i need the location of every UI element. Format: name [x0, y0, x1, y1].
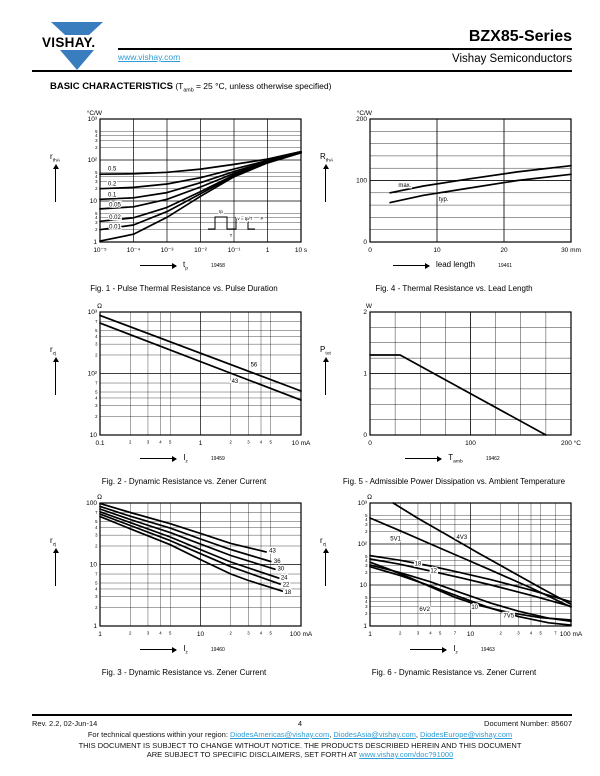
- svg-text:7: 7: [453, 630, 457, 636]
- vishay-wordmark: VISHAY.: [42, 35, 96, 50]
- svg-text:3: 3: [95, 594, 98, 600]
- svg-text:4: 4: [95, 132, 98, 138]
- svg-text:4: 4: [365, 598, 368, 604]
- svg-text:3: 3: [416, 630, 420, 636]
- svg-text:2: 2: [95, 227, 98, 233]
- svg-text:2: 2: [229, 439, 232, 445]
- section-condition-rest: = 25 °C, unless otherwise specified): [193, 81, 332, 91]
- svg-text:5V1: 5V1: [390, 536, 401, 543]
- figure-caption: Fig. 6 - Dynamic Resistance vs. Zener Current: [371, 668, 537, 677]
- svg-text:4: 4: [259, 439, 263, 445]
- svg-text:10³: 10³: [357, 500, 367, 508]
- svg-text:18: 18: [414, 561, 422, 568]
- svg-text:0.01: 0.01: [109, 224, 121, 231]
- svg-text:5: 5: [95, 580, 98, 586]
- svg-text:7: 7: [95, 510, 98, 516]
- svg-text:7: 7: [95, 571, 98, 577]
- svg-text:1: 1: [93, 623, 97, 631]
- svg-text:0.1: 0.1: [107, 192, 117, 199]
- svg-text:43: 43: [231, 378, 239, 385]
- fig1-chart: [68, 106, 313, 258]
- svg-text:43: 43: [269, 548, 276, 555]
- vishay-triangle-bottom-icon: [60, 50, 94, 70]
- figure-5: [320, 299, 588, 497]
- svg-text:5: 5: [439, 630, 442, 636]
- svg-text:6V2: 6V2: [419, 606, 431, 613]
- fig6-chart: [338, 490, 583, 642]
- graph-id: 19458: [211, 262, 225, 269]
- svg-text:max.: max.: [398, 182, 412, 189]
- svg-text:5: 5: [269, 630, 272, 636]
- svg-text:10: 10: [196, 631, 205, 638]
- svg-text:10: 10: [89, 561, 97, 569]
- svg-text:5: 5: [169, 439, 172, 445]
- svg-text:30: 30: [277, 566, 285, 573]
- x-axis-row: [350, 644, 555, 656]
- svg-text:0: 0: [363, 239, 367, 247]
- svg-text:30 mm: 30 mm: [561, 247, 581, 254]
- disclaimer-text: ARE SUBJECT TO SPECIFIC DISCLAIMERS, SET FORTH AT: [146, 750, 358, 759]
- svg-text:2: 2: [365, 570, 368, 576]
- svg-text:100: 100: [356, 177, 367, 185]
- svg-text:2: 2: [365, 529, 368, 535]
- vishay-triangle-top-icon: [51, 22, 103, 35]
- svg-text:3: 3: [95, 341, 98, 347]
- y-axis-symbol: $r_{zj}$: [320, 536, 327, 548]
- x-axis-arrow-icon: [140, 649, 176, 650]
- x-axis-arrow-icon: [393, 265, 429, 266]
- revision-text: Rev. 2.2, 02-Jun-14: [32, 719, 98, 728]
- svg-text:7V5: 7V5: [503, 613, 515, 620]
- svg-text:18: 18: [284, 589, 292, 596]
- x-axis-symbol: $I_z$: [453, 644, 458, 656]
- svg-text:3: 3: [95, 532, 98, 538]
- svg-text:10⁻⁴: 10⁻⁴: [126, 247, 141, 254]
- figure-4: [320, 106, 588, 304]
- x-axis-arrow-icon: [410, 649, 446, 650]
- svg-text:1: 1: [363, 370, 367, 378]
- figure-caption: Fig. 2 - Dynamic Resistance vs. Zener Current: [101, 477, 267, 486]
- section-condition-pre: (T: [172, 81, 184, 91]
- svg-text:3: 3: [517, 630, 520, 636]
- x-axis-arrow-icon: [405, 458, 441, 459]
- svg-text:4: 4: [95, 395, 98, 401]
- page-title: BZX85-Series: [468, 28, 572, 45]
- svg-text:7: 7: [554, 630, 557, 636]
- svg-text:10³: 10³: [87, 309, 97, 317]
- svg-text:4: 4: [259, 630, 263, 636]
- svg-text:100 mA: 100 mA: [559, 631, 583, 638]
- svg-text:2: 2: [399, 630, 402, 636]
- disclaimer-line-2: [0, 750, 600, 759]
- svg-text:10²: 10²: [357, 541, 367, 549]
- svg-text:10: 10: [471, 605, 479, 612]
- svg-text:3: 3: [365, 603, 368, 609]
- svg-text:4: 4: [365, 516, 368, 522]
- svg-text:100: 100: [465, 440, 476, 447]
- y-axis-symbol: $P_{tot}$: [320, 345, 331, 357]
- section-title: BASIC CHARACTERISTICS: [50, 81, 173, 92]
- svg-text:3: 3: [365, 562, 368, 568]
- svg-text:10: 10: [359, 582, 367, 590]
- svg-text:3: 3: [95, 403, 98, 409]
- header-rule-bottom: [32, 70, 572, 72]
- y-axis-symbol: $R_{thA}$: [320, 152, 334, 164]
- svg-text:3: 3: [146, 630, 150, 636]
- svg-text:10³: 10³: [87, 116, 97, 124]
- svg-text:4: 4: [95, 333, 98, 339]
- contact-line: [0, 730, 600, 739]
- svg-text:2: 2: [95, 186, 98, 192]
- svg-text:4: 4: [95, 173, 98, 179]
- svg-text:100 mA: 100 mA: [289, 631, 313, 638]
- svg-text:10: 10: [89, 198, 97, 206]
- svg-text:200: 200: [356, 116, 367, 124]
- svg-text:10: 10: [466, 631, 475, 638]
- svg-text:20: 20: [500, 247, 508, 254]
- svg-text:10²: 10²: [87, 370, 97, 378]
- division-title: Vishay Semiconductors: [452, 53, 572, 65]
- svg-text:10⁻³: 10⁻³: [160, 247, 174, 254]
- svg-text:5: 5: [169, 630, 172, 636]
- svg-text:0.1: 0.1: [95, 440, 105, 447]
- svg-text:Ω: Ω: [367, 494, 372, 501]
- svg-text:4: 4: [159, 439, 162, 445]
- graph-id: 19460: [210, 646, 225, 653]
- svg-text:5: 5: [95, 328, 98, 334]
- svg-text:4: 4: [529, 630, 533, 636]
- svg-text:2: 2: [129, 630, 132, 636]
- svg-text:0.02: 0.02: [109, 214, 121, 221]
- svg-text:22: 22: [282, 582, 290, 589]
- figure-caption: Fig. 1 - Pulse Thermal Resistance vs. Pulse Duration: [90, 284, 278, 293]
- svg-text:4: 4: [95, 586, 98, 592]
- svg-text:W: W: [365, 303, 372, 310]
- graph-id: 19461: [498, 262, 513, 269]
- svg-text:Ω: Ω: [97, 494, 102, 501]
- svg-text:1: 1: [198, 440, 203, 447]
- svg-text:10⁻²: 10⁻²: [194, 247, 207, 254]
- svg-text:P: P: [260, 216, 264, 221]
- svg-text:5: 5: [365, 553, 368, 559]
- svg-text:2: 2: [95, 352, 98, 358]
- y-axis-arrow-icon: [55, 552, 56, 586]
- svg-text:5: 5: [269, 439, 272, 445]
- x-axis-symbol: $T_{amb}$: [448, 453, 463, 465]
- svg-text:10²: 10²: [87, 157, 97, 165]
- svg-text:2: 2: [95, 413, 98, 419]
- disclaimer-link[interactable]: www.vishay.com/doc?91000: [359, 750, 454, 759]
- svg-text:2: 2: [365, 611, 368, 617]
- svg-text:3: 3: [146, 439, 150, 445]
- svg-text:2: 2: [363, 309, 367, 317]
- svg-text:7: 7: [95, 319, 98, 325]
- x-axis-symbol: lead length: [435, 260, 476, 269]
- svg-text:0.2: 0.2: [107, 181, 117, 188]
- y-axis-arrow-icon: [325, 552, 326, 586]
- svg-text:3: 3: [365, 521, 368, 527]
- x-axis-symbol: $t_p$: [183, 260, 189, 272]
- svg-text:10: 10: [89, 432, 97, 440]
- svg-text:°C/W: °C/W: [86, 110, 102, 117]
- section-heading: [50, 81, 331, 94]
- x-axis-row: [350, 453, 555, 465]
- svg-text:tp: tp: [219, 209, 223, 214]
- svg-text:200 °C: 200 °C: [561, 440, 581, 447]
- svg-text:10 mA: 10 mA: [291, 440, 311, 447]
- svg-text:0: 0: [368, 440, 372, 447]
- svg-text:5: 5: [95, 519, 98, 525]
- figure-caption: Fig. 3 - Dynamic Resistance vs. Zener Current: [101, 668, 267, 677]
- svg-text:2: 2: [95, 604, 98, 610]
- svg-text:Ω: Ω: [97, 303, 102, 310]
- fig2-chart: [68, 299, 313, 451]
- svg-text:4: 4: [95, 524, 98, 530]
- graph-id: 19463: [480, 646, 495, 653]
- svg-text:5: 5: [365, 594, 368, 600]
- svg-text:10: 10: [433, 247, 441, 254]
- header-rule-top: [118, 48, 572, 50]
- svg-text:10 s: 10 s: [294, 247, 308, 254]
- svg-text:4: 4: [159, 630, 162, 636]
- svg-text:2: 2: [499, 630, 502, 636]
- svg-text:4: 4: [429, 630, 432, 636]
- svg-text:1: 1: [93, 239, 97, 247]
- email-link[interactable]: DiodesAsia@vishay.com: [333, 730, 416, 739]
- svg-text:36: 36: [273, 558, 281, 565]
- svg-text:10⁻¹: 10⁻¹: [227, 247, 241, 254]
- svg-text:1: 1: [363, 623, 367, 631]
- x-axis-arrow-icon: [140, 458, 176, 459]
- svg-text:5: 5: [95, 128, 98, 134]
- svg-text:2: 2: [95, 543, 98, 549]
- figure-3: [50, 490, 318, 688]
- page-number: 4: [297, 719, 303, 728]
- x-axis-symbol: $I_z$: [183, 453, 188, 465]
- email-links: DiodesAmericas@vishay.com, DiodesAsia@vishay.com, DiodesEurope@vishay.com: [230, 730, 513, 739]
- contact-prefix: For technical questions within your region:: [87, 730, 228, 739]
- svg-text:typ.: typ.: [438, 196, 449, 203]
- svg-text:4: 4: [95, 214, 98, 220]
- svg-text:3: 3: [95, 219, 98, 225]
- svg-text:24: 24: [280, 575, 288, 582]
- svg-text:2: 2: [229, 630, 232, 636]
- document-number: Document Number: 85607: [484, 719, 572, 728]
- svg-text:1: 1: [265, 247, 270, 254]
- x-axis-row: [80, 453, 285, 465]
- fig5-chart: [338, 299, 583, 451]
- figure-1: [50, 106, 318, 304]
- y-axis-symbol: $r_{zj}$: [50, 345, 57, 357]
- email-link[interactable]: DiodesEurope@vishay.com: [420, 730, 513, 739]
- svg-text:0: 0: [368, 247, 372, 254]
- y-axis-arrow-icon: [55, 168, 56, 202]
- section-condition-sub: amb: [183, 87, 194, 94]
- figure-caption: Fig. 5 - Admissible Power Dissipation vs. Ambient Temperature: [342, 477, 566, 486]
- svg-text:1: 1: [368, 631, 372, 638]
- svg-text:5: 5: [95, 389, 98, 395]
- x-axis-row: [80, 260, 285, 272]
- svg-text:10⁻⁵: 10⁻⁵: [93, 247, 107, 254]
- svg-text:°C/W: °C/W: [356, 110, 372, 117]
- svg-text:5: 5: [365, 512, 368, 518]
- svg-text:v = tp/T: v = tp/T: [237, 216, 253, 221]
- figure-caption: Fig. 4 - Thermal Resistance vs. Lead Length: [375, 284, 533, 293]
- svg-text:100: 100: [86, 500, 97, 508]
- svg-text:0.5: 0.5: [107, 166, 117, 173]
- svg-text:2: 2: [129, 439, 132, 445]
- svg-text:3: 3: [247, 630, 250, 636]
- svg-text:3: 3: [247, 439, 250, 445]
- svg-text:0: 0: [363, 432, 367, 440]
- email-link[interactable]: DiodesAmericas@vishay.com: [230, 730, 330, 739]
- x-axis-symbol: $I_z$: [183, 644, 188, 656]
- fig3-chart: [68, 490, 313, 642]
- svg-text:T: T: [229, 233, 233, 238]
- svg-text:1: 1: [98, 631, 102, 638]
- svg-text:2: 2: [95, 145, 98, 151]
- svg-text:56: 56: [250, 362, 258, 369]
- svg-text:3: 3: [95, 137, 98, 143]
- svg-text:0.05: 0.05: [109, 202, 121, 209]
- svg-text:7: 7: [95, 380, 98, 386]
- svg-text:3: 3: [95, 178, 98, 184]
- svg-text:4: 4: [365, 557, 368, 563]
- graph-id: 19459: [210, 455, 225, 462]
- y-axis-arrow-icon: [325, 168, 326, 202]
- graph-id: 19462: [485, 455, 500, 462]
- fig4-chart: [338, 106, 583, 258]
- x-axis-row: [350, 260, 555, 272]
- footer-rule: [32, 714, 572, 716]
- svg-text:5: 5: [539, 630, 542, 636]
- svg-text:12: 12: [430, 568, 438, 575]
- disclaimer-line-1: THIS DOCUMENT IS SUBJECT TO CHANGE WITHOUT NOTICE. THE PRODUCTS DESCRIBED HEREIN AND THIS DOCUMENT: [78, 741, 522, 750]
- y-axis-arrow-icon: [55, 361, 56, 395]
- figure-6: [320, 490, 588, 688]
- figure-2: [50, 299, 318, 497]
- svg-text:4V3: 4V3: [456, 534, 468, 541]
- svg-text:5: 5: [95, 210, 98, 216]
- y-axis-symbol: $r_{thA}$: [50, 152, 61, 164]
- website-link[interactable]: www.vishay.com: [118, 52, 181, 62]
- y-axis-arrow-icon: [325, 361, 326, 395]
- vishay-logo: [42, 22, 114, 70]
- x-axis-arrow-icon: [140, 265, 176, 266]
- y-axis-symbol: $r_{zj}$: [50, 536, 57, 548]
- svg-text:5: 5: [95, 169, 98, 175]
- x-axis-row: [80, 644, 285, 656]
